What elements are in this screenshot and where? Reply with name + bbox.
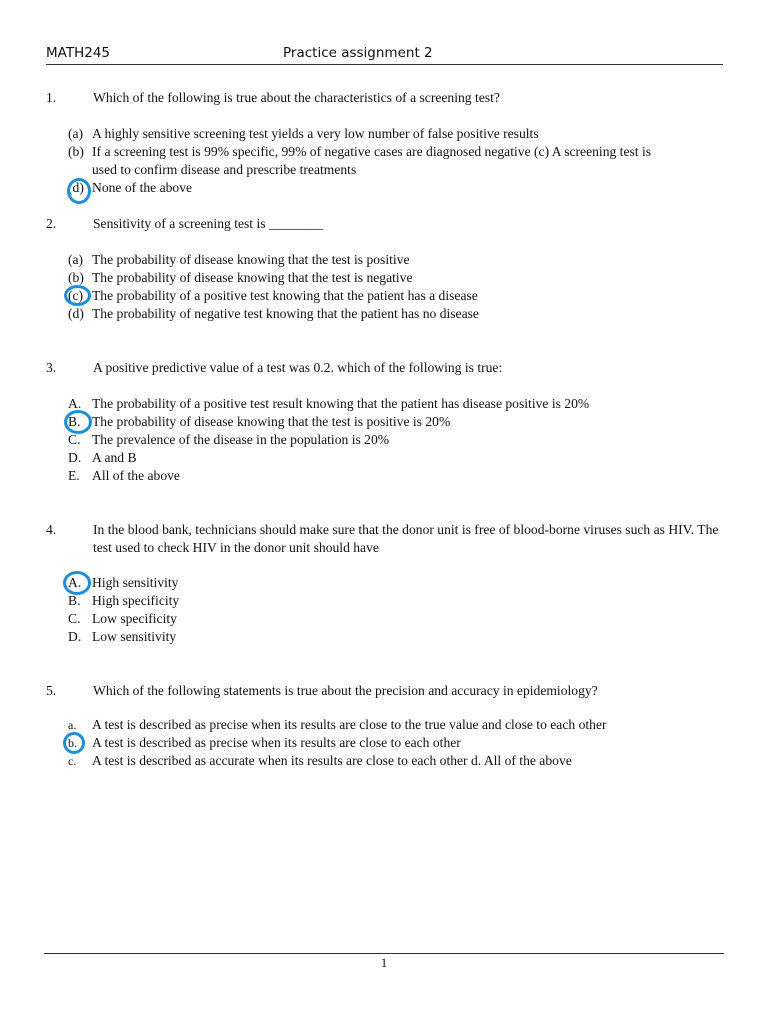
- option-text: All of the above: [92, 468, 180, 483]
- option-text: The probability of a positive test result knowing that the patient has disease positive is 20%: [92, 396, 590, 411]
- question-number: 5.: [46, 683, 57, 698]
- question-text: Which of the following statements is true about the precision and accuracy in epidemiology?: [93, 683, 598, 698]
- option-text: A test is described as precise when its results are close to each other: [92, 735, 461, 750]
- option-label: c.: [68, 754, 77, 768]
- option-text: The probability of disease knowing that the test is positive is 20%: [92, 414, 451, 429]
- question-text: Sensitivity of a screening test is ________: [93, 216, 324, 231]
- option-label: (a): [68, 252, 84, 267]
- page-header: [46, 45, 723, 63]
- header-rule: [46, 64, 723, 65]
- option-label: B.: [68, 593, 81, 608]
- option-label: (d): [68, 180, 84, 195]
- course-code: MATH245: [46, 45, 110, 61]
- option-text: The probability of a positive test knowing that the patient has a disease: [92, 288, 478, 303]
- option-text: High specificity: [92, 593, 180, 608]
- page-number: 1: [380, 955, 388, 970]
- option-label: b.: [68, 736, 77, 750]
- option-text: The probability of disease knowing that the test is negative: [92, 270, 413, 285]
- question-number: 2.: [46, 216, 57, 231]
- assignment-title: Practice assignment 2: [283, 45, 433, 61]
- option-label: C.: [68, 432, 81, 447]
- option-text: A test is described as accurate when its results are close to each other d. All of the above: [92, 753, 572, 768]
- option-label: (c): [68, 288, 84, 303]
- option-text: The probability of negative test knowing that the patient has no disease: [92, 306, 479, 321]
- option-text: The prevalence of the disease in the population is 20%: [92, 432, 390, 447]
- option-text: Low sensitivity: [92, 629, 177, 644]
- option-label: E.: [68, 468, 80, 483]
- option-text: A highly sensitive screening test yields a very low number of false positive results: [92, 126, 539, 141]
- option-label: a.: [68, 718, 77, 732]
- option-label: B.: [68, 414, 81, 429]
- option-text: The probability of disease knowing that the test is positive: [92, 252, 410, 267]
- option-text: High sensitivity: [92, 575, 179, 590]
- option-label: D.: [68, 450, 82, 465]
- question-number: 3.: [46, 360, 57, 375]
- option-label: (b): [68, 270, 84, 285]
- option-text: If a screening test is 99% specific, 99% of negative cases are diagnosed negative (c) A screening test is used to confirm disease and prescribe treatments: [92, 144, 652, 177]
- option-label: (d): [68, 306, 84, 321]
- option-label: (b): [68, 144, 84, 159]
- question-text: In the blood bank, technicians should make sure that the donor unit is free of blood-borne viruses such as HIV. The test used to check HIV in the donor unit should have: [93, 522, 719, 555]
- option-label: (a): [68, 126, 84, 141]
- question-number: 4.: [46, 522, 57, 537]
- option-text: Low specificity: [92, 611, 177, 626]
- option-text: A and B: [92, 450, 137, 465]
- question-number: 1.: [46, 90, 57, 105]
- option-label: C.: [68, 611, 81, 626]
- option-text: None of the above: [92, 180, 193, 195]
- question-text: Which of the following is true about the characteristics of a screening test?: [93, 90, 500, 105]
- option-label: A.: [68, 396, 82, 411]
- question-text: A positive predictive value of a test was 0.2. which of the following is true:: [93, 360, 503, 375]
- option-label: A.: [68, 575, 82, 590]
- footer-rule: [44, 953, 724, 954]
- option-text: A test is described as precise when its results are close to the true value and close to each other: [92, 717, 607, 732]
- option-label: D.: [68, 629, 82, 644]
